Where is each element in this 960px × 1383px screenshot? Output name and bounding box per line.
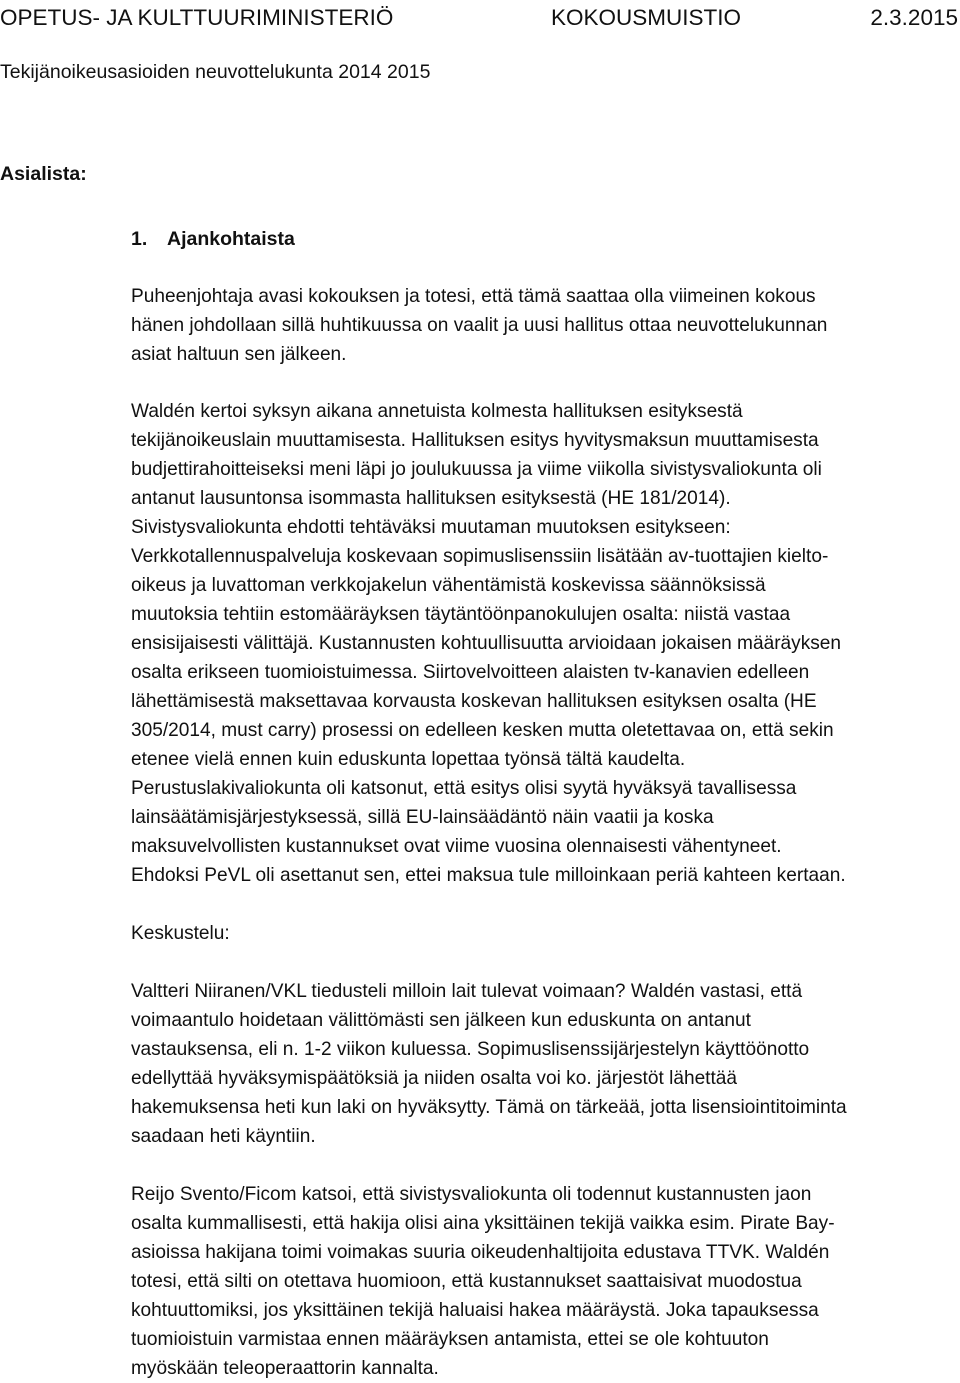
ministry-name: OPETUS- JA KULTTUURIMINISTERIÖ — [0, 5, 394, 30]
text-line: myöskään teleoperaattorin kannalta. — [131, 1358, 439, 1379]
document-header — [0, 2, 960, 34]
paragraph-opening — [131, 282, 960, 369]
text-line: Sivistysvaliokunta ehdotti tehtäväksi muutaman muutoksen esitykseen: — [131, 517, 731, 538]
section-number: 1. — [131, 228, 148, 250]
text-line: maksuvelvollisten kustannukset ovat viime vuosina olennaisesti vähentyneet. — [131, 836, 782, 857]
discussion-label — [131, 919, 960, 948]
text-line: etenee vielä ennen kuin eduskunta lopettaa työnsä tältä kaudelta. — [131, 749, 686, 770]
text-line: Waldén kertoi syksyn aikana annetuista kolmesta hallituksen esityksestä — [131, 401, 743, 422]
text-line: Puheenjohtaja avasi kokouksen ja totesi, että tämä saattaa olla viimeinen kokous — [131, 286, 816, 307]
text-line: osalta kummallisesti, että hakija olisi aina yksittäinen tekijä vaikka esim. Pirate Bay- — [131, 1213, 835, 1234]
text-line: Perustuslakivaliokunta oli katsonut, että esitys olisi syytä hyväksyä tavallisessa — [131, 778, 797, 799]
text-line: 305/2014, must carry) prosessi on edelleen kesken mutta oletettavaa on, että sekin — [131, 720, 834, 741]
text-line: ensisijaisesti välittäjä. Kustannusten kohtuullisuutta arvioidaan jokaisen määräyksen — [131, 633, 842, 654]
text-line: budjettirahoitteiseksi meni läpi jo joulukuussa ja viime viikolla sivistysvaliokunta oli — [131, 459, 822, 480]
document-date: 2.3.2015 — [870, 5, 958, 30]
text-line: Reijo Svento/Ficom katsoi, että sivistysvaliokunta oli todennut kustannusten jaon — [131, 1184, 812, 1205]
text-line: hakemuksensa heti kun laki on hyväksytty. Tämä on tärkeää, jotta lisensiointitoiminta — [131, 1097, 847, 1118]
text-line: Keskustelu: — [131, 923, 230, 944]
text-line: oikeus ja luvattoman verkkojakelun vähentämistä koskevissa säännöksissä — [131, 575, 766, 596]
text-line: vastauksensa, eli n. 1-2 viikon kuluessa. Sopimuslisenssijärjestelyn käyttöönotto — [131, 1039, 810, 1060]
text-line: kohtuuttomiksi, jos yksittäinen tekijä haluaisi hakea määräystä. Joka tapauksessa — [131, 1300, 819, 1321]
text-line: osalta erikseen tuomioistuimessa. Siirtovelvoitteen alaisten tv-kanavien edelleen — [131, 662, 810, 683]
committee-name: Tekijänoikeusasioiden neuvottelukunta 2014 2015 — [0, 61, 431, 83]
text-line: asioissa hakijana toimi voimakas suuria oikeudenhaltijoita edustava TTVK. Waldén — [131, 1242, 830, 1263]
text-line: saadaan heti käyntiin. — [131, 1126, 316, 1147]
text-line: antanut lausuntonsa isommasta hallituksen esityksestä (HE 181/2014). — [131, 488, 731, 509]
text-line: Ehdoksi PeVL oli asettanut sen, ettei maksua tule milloinkaan periä kahteen kertaan. — [131, 865, 846, 886]
paragraph-niiranen — [131, 977, 960, 1151]
paragraph-svento — [131, 1180, 960, 1383]
paragraph-walden-report — [131, 397, 960, 890]
document-type: KOKOUSMUISTIO — [551, 5, 742, 30]
text-line: tuomioistuin varmistaa ennen määräyksen antamista, ettei se ole kohtuuton — [131, 1329, 769, 1350]
text-line: voimaantulo hoidetaan välittömästi sen jälkeen kun eduskunta on antanut — [131, 1010, 751, 1031]
text-line: tekijänoikeuslain muuttamisesta. Hallituksen esitys hyvitysmaksun muuttamisesta — [131, 430, 819, 451]
text-line: lainsäätämisjärjestyksessä, sillä EU-lainsäädäntö näin vaatii ja koska — [131, 807, 714, 828]
section-heading — [131, 225, 295, 253]
text-line: Verkkotallennuspalveluja koskevaan sopimuslisenssiin lisätään av-tuottajien kielto- — [131, 546, 829, 567]
text-line: edellyttää hyväksymispäätöksiä ja niiden osalta voi ko. järjestöt lähettää — [131, 1068, 738, 1089]
text-line: hänen johdollaan sillä huhtikuussa on vaalit ja uusi hallitus ottaa neuvottelukunnan — [131, 315, 828, 336]
text-line: Valtteri Niiranen/VKL tiedusteli milloin lait tulevat voimaan? Waldén vastasi, että — [131, 981, 803, 1002]
text-line: asiat haltuun sen jälkeen. — [131, 344, 347, 365]
section-title: Ajankohtaista — [167, 228, 295, 250]
text-line: totesi, että silti on otettava huomioon, että kustannukset saattaisivat muodostua — [131, 1271, 802, 1292]
text-line: lähettämisestä maksettavaa korvausta koskevan hallituksen esityksen osalta (HE — [131, 691, 817, 712]
agenda-label: Asialista: — [0, 163, 87, 185]
text-line: muutoksia tehtiin estomääräyksen täytäntöönpanokulujen osalta: niistä vastaa — [131, 604, 791, 625]
